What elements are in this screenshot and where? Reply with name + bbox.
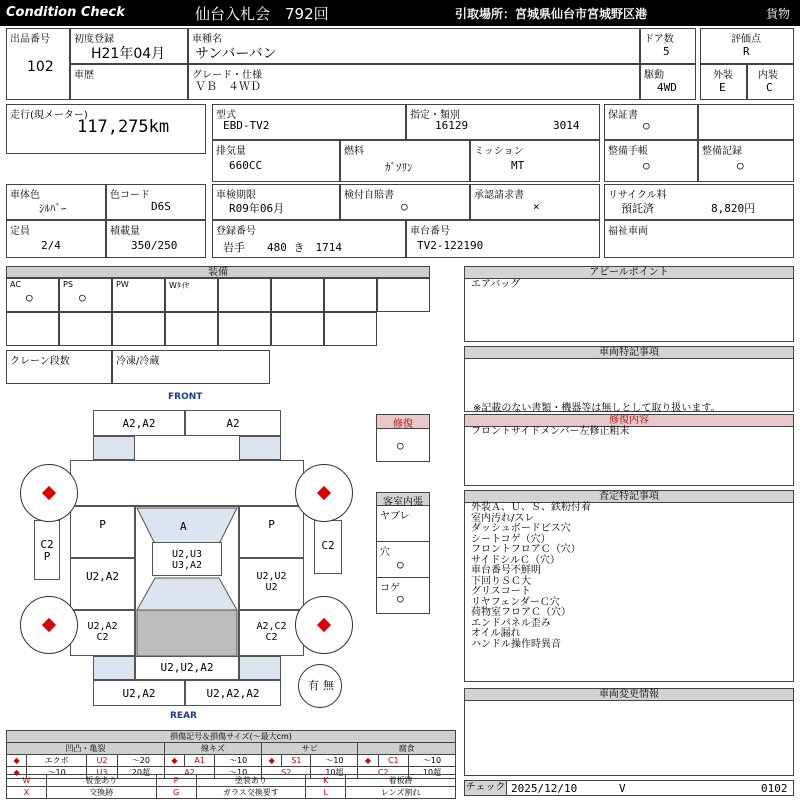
legend-code: L	[306, 787, 346, 799]
exterior-label: 外装	[713, 70, 733, 81]
legend-cell: C2	[358, 767, 409, 779]
color-code-cell	[106, 184, 206, 220]
change-info-title: 車両変更情報	[465, 689, 793, 701]
left-mid-panel: U2,A2	[70, 558, 135, 610]
diamond-icon: ◆	[7, 755, 27, 767]
capacity-label: 定員	[10, 226, 30, 237]
car-name-label: 車種名	[192, 34, 222, 45]
equip-blank-10	[271, 312, 324, 346]
auction-name: 仙台入札会 792回	[195, 5, 329, 23]
legend-cell: ～10	[408, 755, 455, 767]
color-code-value: D6S	[151, 200, 171, 213]
warranty-blank	[698, 104, 794, 140]
legend-cell: U3	[87, 767, 118, 779]
legend-group: 凹凸・亀裂	[7, 743, 165, 755]
note-line: ハンドル操作時異音	[471, 638, 561, 650]
maint-record-value: ○	[737, 159, 744, 172]
legend-cell: ～10	[311, 755, 358, 767]
check-label: チェック	[465, 782, 506, 793]
grade-label: グレード・仕様	[192, 70, 262, 81]
doors-label: ドア数	[644, 34, 674, 45]
fridge-label: 冷凍/冷蔵	[116, 356, 160, 367]
check-row	[464, 780, 794, 796]
rear-bar-panel: U2,U2,A2	[135, 656, 239, 680]
welfare-cell	[604, 220, 794, 258]
note-line: 車台番号不鮮明	[471, 565, 541, 576]
repair-box	[376, 414, 430, 462]
legend-code-desc: ガラス交換要す	[196, 787, 306, 799]
front-right-lamp	[239, 436, 281, 460]
score-label: 評価点	[731, 34, 761, 45]
equip-blank-7	[112, 312, 165, 346]
tire-marker-icon	[317, 486, 331, 500]
recycle-status: 預託済	[621, 202, 654, 215]
reg-no-label: 登録番号	[216, 226, 256, 237]
right-rear-panel: A2,C2 C2	[239, 610, 304, 656]
drive-cell	[640, 64, 696, 100]
equip-blank-4	[377, 278, 430, 312]
color-code-label: 色コード	[110, 190, 150, 201]
mileage-value: 117,275km	[77, 117, 170, 137]
score-cell	[700, 28, 794, 64]
equip-wtire-label: Wﾀｲﾔ	[169, 281, 189, 290]
load-cell	[106, 220, 206, 258]
approval-cell	[470, 184, 600, 220]
history-cell	[70, 64, 188, 100]
equip-pw-label: PW	[116, 280, 129, 289]
legend-cell: ～10	[215, 755, 262, 767]
maint-book-value: ○	[643, 159, 650, 172]
rear-left-panel: U2,A2	[93, 680, 185, 706]
recycle-label: リサイクル料	[608, 190, 667, 201]
equip-pw	[112, 278, 165, 312]
warranty-cell	[604, 104, 698, 140]
interior-label: 内装	[758, 70, 778, 81]
legend-cell: C1	[378, 755, 408, 767]
equip-blank-1	[218, 278, 271, 312]
note-line: 荷物室フロアＣ（穴）	[471, 607, 571, 618]
front-left-lamp	[93, 436, 135, 460]
appeal-title: アピールポイント	[465, 267, 793, 279]
model-value: EBD-TV2	[223, 119, 270, 132]
lot-value: 102	[27, 59, 54, 75]
lot-cell	[6, 28, 70, 100]
front-right-panel: A2	[185, 410, 281, 436]
repair-detail-text: フロントサイドメンバー左修正粗末	[471, 426, 630, 437]
header-title: Condition Check	[6, 5, 125, 20]
welfare-label: 福祉車両	[608, 226, 648, 237]
legend-code-desc: 板金あり	[46, 775, 156, 787]
legend-code-desc: 塗装あり	[196, 775, 306, 787]
tire-marker-icon	[42, 486, 56, 500]
right-side-panel: C2	[314, 520, 342, 574]
repair-label: 修復	[377, 415, 429, 429]
diamond-icon: ◆	[164, 755, 184, 767]
lot-label: 出品番号	[10, 34, 50, 45]
cabin-row-tear	[377, 506, 429, 542]
capacity-value: 2/4	[41, 239, 61, 252]
check-date: 2025/12/10	[511, 782, 578, 795]
model-cell	[212, 104, 406, 140]
legend-cell: 10超	[311, 767, 358, 779]
color-value: ｼﾙﾊﾞｰ	[39, 202, 67, 215]
legend-cell: S1	[282, 755, 311, 767]
fuel-cell	[340, 140, 470, 182]
legend-code-desc: 着板跡	[346, 775, 456, 787]
change-info-panel	[464, 688, 794, 776]
center-panel: U2,U3 U3,A2	[152, 542, 222, 576]
equip-ps-value: ○	[79, 291, 86, 304]
left-rear-panel: U2,A2 C2	[70, 610, 135, 656]
cabin-burn-label: コゲ	[380, 583, 400, 594]
chassis-cell	[406, 220, 600, 258]
special-note: ※記載のない書類・機器等は無しとして取り扱います。	[473, 403, 721, 414]
maint-record-cell	[698, 140, 794, 182]
car-name-value: サンバーバン	[195, 46, 277, 62]
interior-value: C	[766, 81, 773, 94]
drive-label: 駆動	[644, 70, 664, 81]
auto-seal-value: ○	[401, 200, 408, 213]
special-title: 車両特記事項	[465, 347, 793, 359]
auto-seal-label: 検付自賠書	[344, 190, 394, 201]
cert-cell	[406, 104, 600, 140]
capacity-cell	[6, 220, 106, 258]
legend-group: 線キズ	[164, 743, 261, 755]
roof-panel: A	[180, 520, 187, 533]
cabin-hole-value: ○	[397, 558, 404, 571]
legend-cell: A1	[185, 755, 215, 767]
equip-blank-2	[271, 278, 324, 312]
legend-cell: エクボ	[27, 755, 87, 767]
legend-code: K	[306, 775, 346, 787]
appeal-text: エアバッグ	[471, 279, 521, 290]
legend-group: 腐食	[358, 743, 456, 755]
right-door-panel: P	[239, 506, 304, 558]
diamond-icon: ◆	[358, 755, 378, 767]
inspect-notes-panel	[464, 490, 794, 682]
tire-marker-icon	[42, 618, 56, 632]
spare-none: 無	[323, 679, 334, 692]
equip-ac-label: AC	[10, 280, 21, 289]
legend-cell: A2	[164, 767, 214, 779]
left-side-panel: C2 P	[34, 520, 60, 580]
rear-left-tire	[20, 596, 78, 654]
note-line: リヤフェンダーＣ穴	[471, 596, 560, 608]
displacement-label: 排気量	[216, 146, 246, 157]
damage-legend	[6, 730, 456, 779]
reg-no-cell	[212, 220, 406, 258]
check-code: 0102	[761, 782, 788, 795]
note-line: エンドパネル歪み	[471, 617, 551, 629]
repair-detail-title: 修復内容	[465, 415, 793, 427]
equip-blank-3	[324, 278, 377, 312]
approval-label: 承認請求書	[474, 190, 524, 201]
front-left-panel: A2,A2	[93, 410, 185, 436]
drive-value: 4WD	[657, 81, 677, 94]
note-line: 外装Ａ、Ｕ、Ｓ、鉄粉付着	[471, 502, 591, 513]
chassis-label: 車台番号	[410, 226, 450, 237]
front-label: FRONT	[168, 392, 203, 402]
equip-ps	[59, 278, 112, 312]
rear-right-panel: U2,A2,A2	[185, 680, 281, 706]
equip-ac-value: ○	[26, 291, 33, 304]
recycle-value: 8,820円	[711, 202, 756, 215]
history-label: 車歴	[74, 70, 94, 81]
auto-seal-cell	[340, 184, 470, 220]
equip-ps-label: PS	[63, 280, 73, 289]
rear-right-tire	[295, 596, 353, 654]
legend-code: G	[156, 787, 196, 799]
legend-group: サビ	[262, 743, 358, 755]
check-mark: V	[619, 782, 626, 795]
chassis-value: TV2-122190	[417, 239, 484, 252]
rear-label: REAR	[170, 711, 197, 721]
exterior-cell	[700, 64, 747, 100]
color-label: 車体色	[10, 190, 40, 201]
mission-cell	[470, 140, 600, 182]
recycle-cell	[604, 184, 794, 220]
maint-record-label: 整備記録	[702, 146, 742, 157]
cabin-label: 客室内張	[377, 493, 429, 506]
header-bar	[0, 0, 800, 26]
front-right-tire	[295, 464, 353, 522]
inspection-label: 車検期限	[216, 190, 256, 201]
front-left-tire	[20, 464, 78, 522]
diamond-icon: ◆	[7, 767, 27, 779]
legend-cell: 20超	[117, 767, 164, 779]
mileage-label: 走行(現メーター)	[10, 110, 88, 121]
load-label: 積載量	[110, 226, 140, 237]
cert-value-2: 3014	[553, 119, 580, 132]
legend-cell: 10超	[408, 767, 455, 779]
reg-no-value: 岩手 480 き 1714	[223, 241, 342, 254]
note-line: グリスコート	[471, 586, 531, 597]
displacement-cell	[212, 140, 340, 182]
equip-blank-6	[59, 312, 112, 346]
legend-cell: U2	[87, 755, 118, 767]
legend-cell: S2	[262, 767, 311, 779]
approval-value: ×	[533, 200, 540, 213]
fuel-label: 燃料	[344, 146, 364, 157]
doors-cell	[640, 28, 696, 64]
legend-code: X	[7, 787, 47, 799]
mileage-cell	[6, 104, 206, 154]
interior-cell	[747, 64, 794, 100]
spare-tire	[298, 664, 342, 708]
equip-blank-9	[218, 312, 271, 346]
maint-book-cell	[604, 140, 698, 182]
front-fender-bar	[70, 460, 304, 506]
vehicle-kind: 貨物	[766, 7, 791, 21]
note-line: ダッシュボードビス穴	[471, 523, 571, 534]
legend-cell: ～20	[117, 755, 164, 767]
legend-cell: ～10	[215, 767, 262, 779]
cabin-row-burn	[377, 578, 429, 612]
special-panel	[464, 346, 794, 412]
rear-left-lamp	[93, 656, 135, 680]
equip-ac	[6, 278, 59, 312]
appeal-panel	[464, 266, 794, 342]
legend-code-desc: レンズ割れ	[346, 787, 456, 799]
cabin-tear-label: ヤブレ	[380, 511, 410, 522]
note-line: オイル漏れ	[471, 628, 521, 639]
score-value: R	[743, 45, 750, 58]
equip-blank-8	[165, 312, 218, 346]
tire-marker-icon	[317, 618, 331, 632]
inspection-value: R09年06月	[229, 202, 285, 215]
doors-value: 5	[663, 45, 670, 58]
note-line: サイドシルＣ（穴）	[471, 554, 561, 566]
mission-label: ミッション	[474, 146, 524, 157]
legend-code: P	[156, 775, 196, 787]
rear-right-lamp	[239, 656, 281, 680]
cabin-row-hole	[377, 542, 429, 578]
note-line: シートコゲ（穴）	[471, 533, 551, 545]
model-label: 型式	[216, 110, 236, 121]
equipment-header: 装備	[6, 266, 430, 278]
equip-blank-11	[324, 312, 377, 346]
cert-label: 指定・類別	[410, 110, 460, 121]
repair-detail-panel	[464, 414, 794, 486]
load-value: 350/250	[131, 239, 178, 252]
spare-yes: 有	[308, 679, 319, 692]
pickup-location: 引取場所：宮城県仙台市宮城野区港	[455, 7, 648, 21]
diamond-icon: ◆	[262, 755, 282, 767]
crane-cell	[6, 350, 112, 384]
equip-blank-5	[6, 312, 59, 346]
color-cell	[6, 184, 106, 220]
cert-value-1: 16129	[435, 119, 469, 132]
first-reg-cell	[70, 28, 188, 64]
equip-wtire	[165, 278, 218, 312]
legend-code-desc: 交換跡	[46, 787, 156, 799]
inspect-notes-title: 査定特記事項	[465, 491, 793, 503]
exterior-value: E	[719, 81, 726, 94]
left-door-panel: P	[70, 506, 135, 558]
legend-cell: ～10	[27, 767, 87, 779]
displacement-value: 660CC	[229, 159, 263, 172]
warranty-value: ○	[643, 119, 650, 132]
repair-value: ○	[397, 439, 404, 452]
fridge-cell	[112, 350, 270, 384]
cabin-burn-value: ○	[397, 592, 404, 605]
inspection-cell	[212, 184, 340, 220]
cabin-hole-label: 穴	[380, 547, 390, 558]
legend-code: W	[7, 775, 47, 787]
note-line: 下回りＳＣ大	[471, 575, 531, 587]
grade-value: ＶＢ ４ＷＤ	[195, 80, 261, 93]
legend-title: 損傷記号＆損傷サイズ(～最大cm)	[7, 731, 456, 743]
fuel-value: ｶﾞｿﾘﾝ	[385, 161, 413, 174]
mission-value: MT	[511, 159, 525, 172]
grade-cell	[188, 64, 640, 100]
code-legend	[6, 774, 456, 799]
car-name-cell	[188, 28, 640, 64]
right-mid-panel: U2,U2 U2	[239, 558, 304, 610]
first-reg-value: H21年04月	[91, 46, 166, 62]
cabin-box	[376, 492, 430, 614]
maint-book-label: 整備手帳	[608, 146, 648, 157]
first-reg-label: 初度登録	[74, 34, 114, 45]
crane-label: クレーン段数	[10, 356, 70, 367]
note-line: 室内汚れ/スレ	[471, 512, 535, 524]
note-line: フロントフロアＣ（穴）	[471, 544, 581, 555]
warranty-label: 保証書	[608, 110, 638, 121]
